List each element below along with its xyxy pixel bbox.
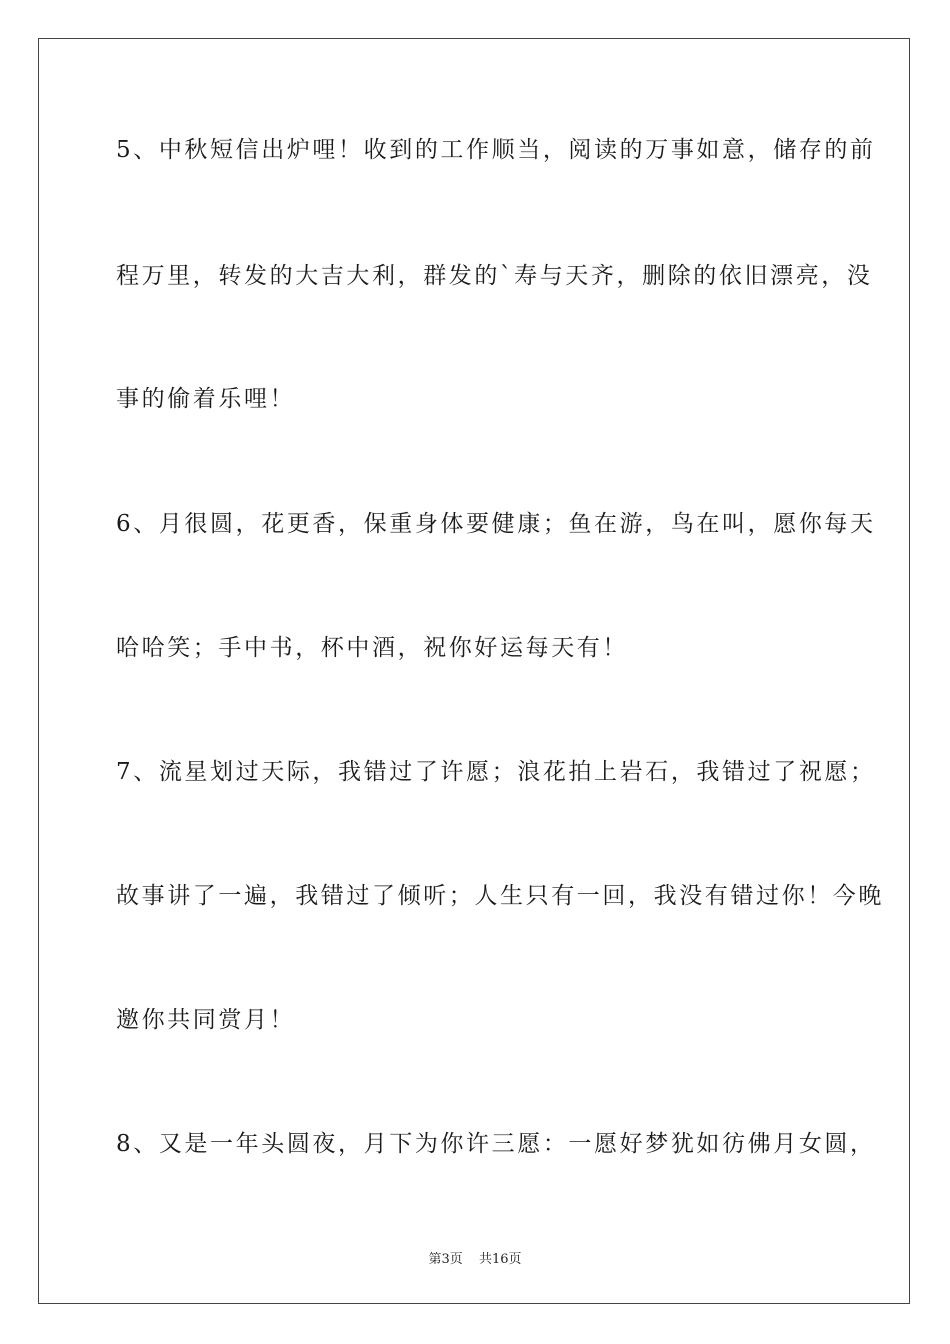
text-line-6: 7、流星划过天际，我错过了许愿；浪花拍上岩石，我错过了祝愿； — [116, 759, 876, 785]
text-line-1: 5、中秋短信出炉哩！收到的工作顺当，阅读的万事如意，储存的前 — [116, 137, 876, 163]
page-number: 第3页 — [428, 1252, 463, 1267]
text-line-3: 事的偷着乐哩！ — [116, 386, 296, 412]
text-line-4: 6、月很圆，花更香，保重身体要健康；鱼在游，鸟在叫，愿你每天 — [116, 511, 876, 537]
text-line-7: 故事讲了一遍，我错过了倾听；人生只有一回，我没有错过你！今晚 — [116, 883, 884, 909]
page-footer — [0, 1248, 950, 1267]
text-line-9: 8、又是一年头圆夜，月下为你许三愿：一愿好梦犹如彷佛月女圆， — [116, 1131, 876, 1157]
text-line-2: 程万里，转发的大吉大利，群发的`寿与天齐，删除的依旧漂亮，没 — [116, 263, 873, 289]
text-line-5: 哈哈笑；手中书，杯中酒，祝你好运每天有！ — [116, 635, 628, 661]
text-line-8: 邀你共同赏月！ — [116, 1007, 296, 1033]
page-border — [38, 38, 910, 1304]
page-total: 共16页 — [478, 1252, 522, 1267]
